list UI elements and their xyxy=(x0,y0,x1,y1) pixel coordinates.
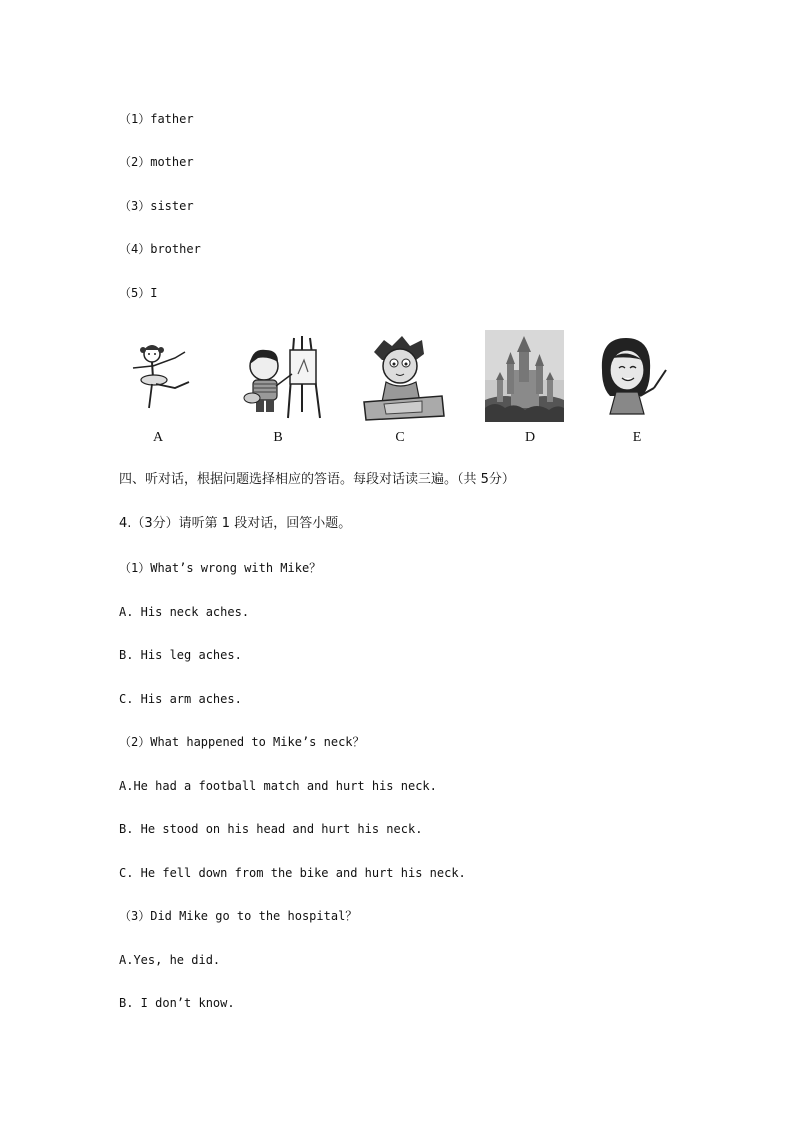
q3-option-b: B. I don’t know. xyxy=(119,996,235,1010)
family-item-2: （2）mother xyxy=(119,155,194,169)
family-item-4: （4）brother xyxy=(119,242,201,256)
ballet-dancer-icon xyxy=(119,330,211,422)
q1-option-a: A. His neck aches. xyxy=(119,605,250,619)
boy-painting-icon xyxy=(238,330,330,422)
q2-question: （2）What happened to Mike’s neck？ xyxy=(119,735,365,749)
question-4-heading: 4.（3分）请听第 1 段对话，回答小题。 xyxy=(119,516,352,531)
picture-label-d: D xyxy=(524,430,536,445)
q1-option-b: B. His leg aches. xyxy=(119,648,242,662)
castle-photo xyxy=(485,330,564,422)
family-item-5: （5）I xyxy=(119,286,158,300)
picture-label-b: B xyxy=(273,430,283,445)
q3-option-a: A.Yes, he did. xyxy=(119,953,221,967)
q1-question: （1）What’s wrong with Mike？ xyxy=(119,561,322,575)
q3-question: （3）Did Mike go to the hospital？ xyxy=(119,909,358,923)
family-item-3: （3）sister xyxy=(119,199,194,213)
picture-label-c: C xyxy=(395,430,405,445)
family-item-1: （1）father xyxy=(119,112,194,126)
q2-option-c: C. He fell down from the bike and hurt his neck. xyxy=(119,866,466,880)
teacher-icon xyxy=(596,330,688,422)
q1-option-c: C. His arm aches. xyxy=(119,692,242,706)
picture-label-e: E xyxy=(632,430,642,445)
picture-label-a: A xyxy=(152,430,164,445)
boy-writing-icon xyxy=(358,330,450,422)
section-four-heading: 四、听对话，根据问题选择相应的答语。每段对话读三遍。（共 5分） xyxy=(119,472,515,487)
q2-option-b: B. He stood on his head and hurt his neck. xyxy=(119,822,423,836)
q2-option-a: A.He had a football match and hurt his neck. xyxy=(119,779,437,793)
